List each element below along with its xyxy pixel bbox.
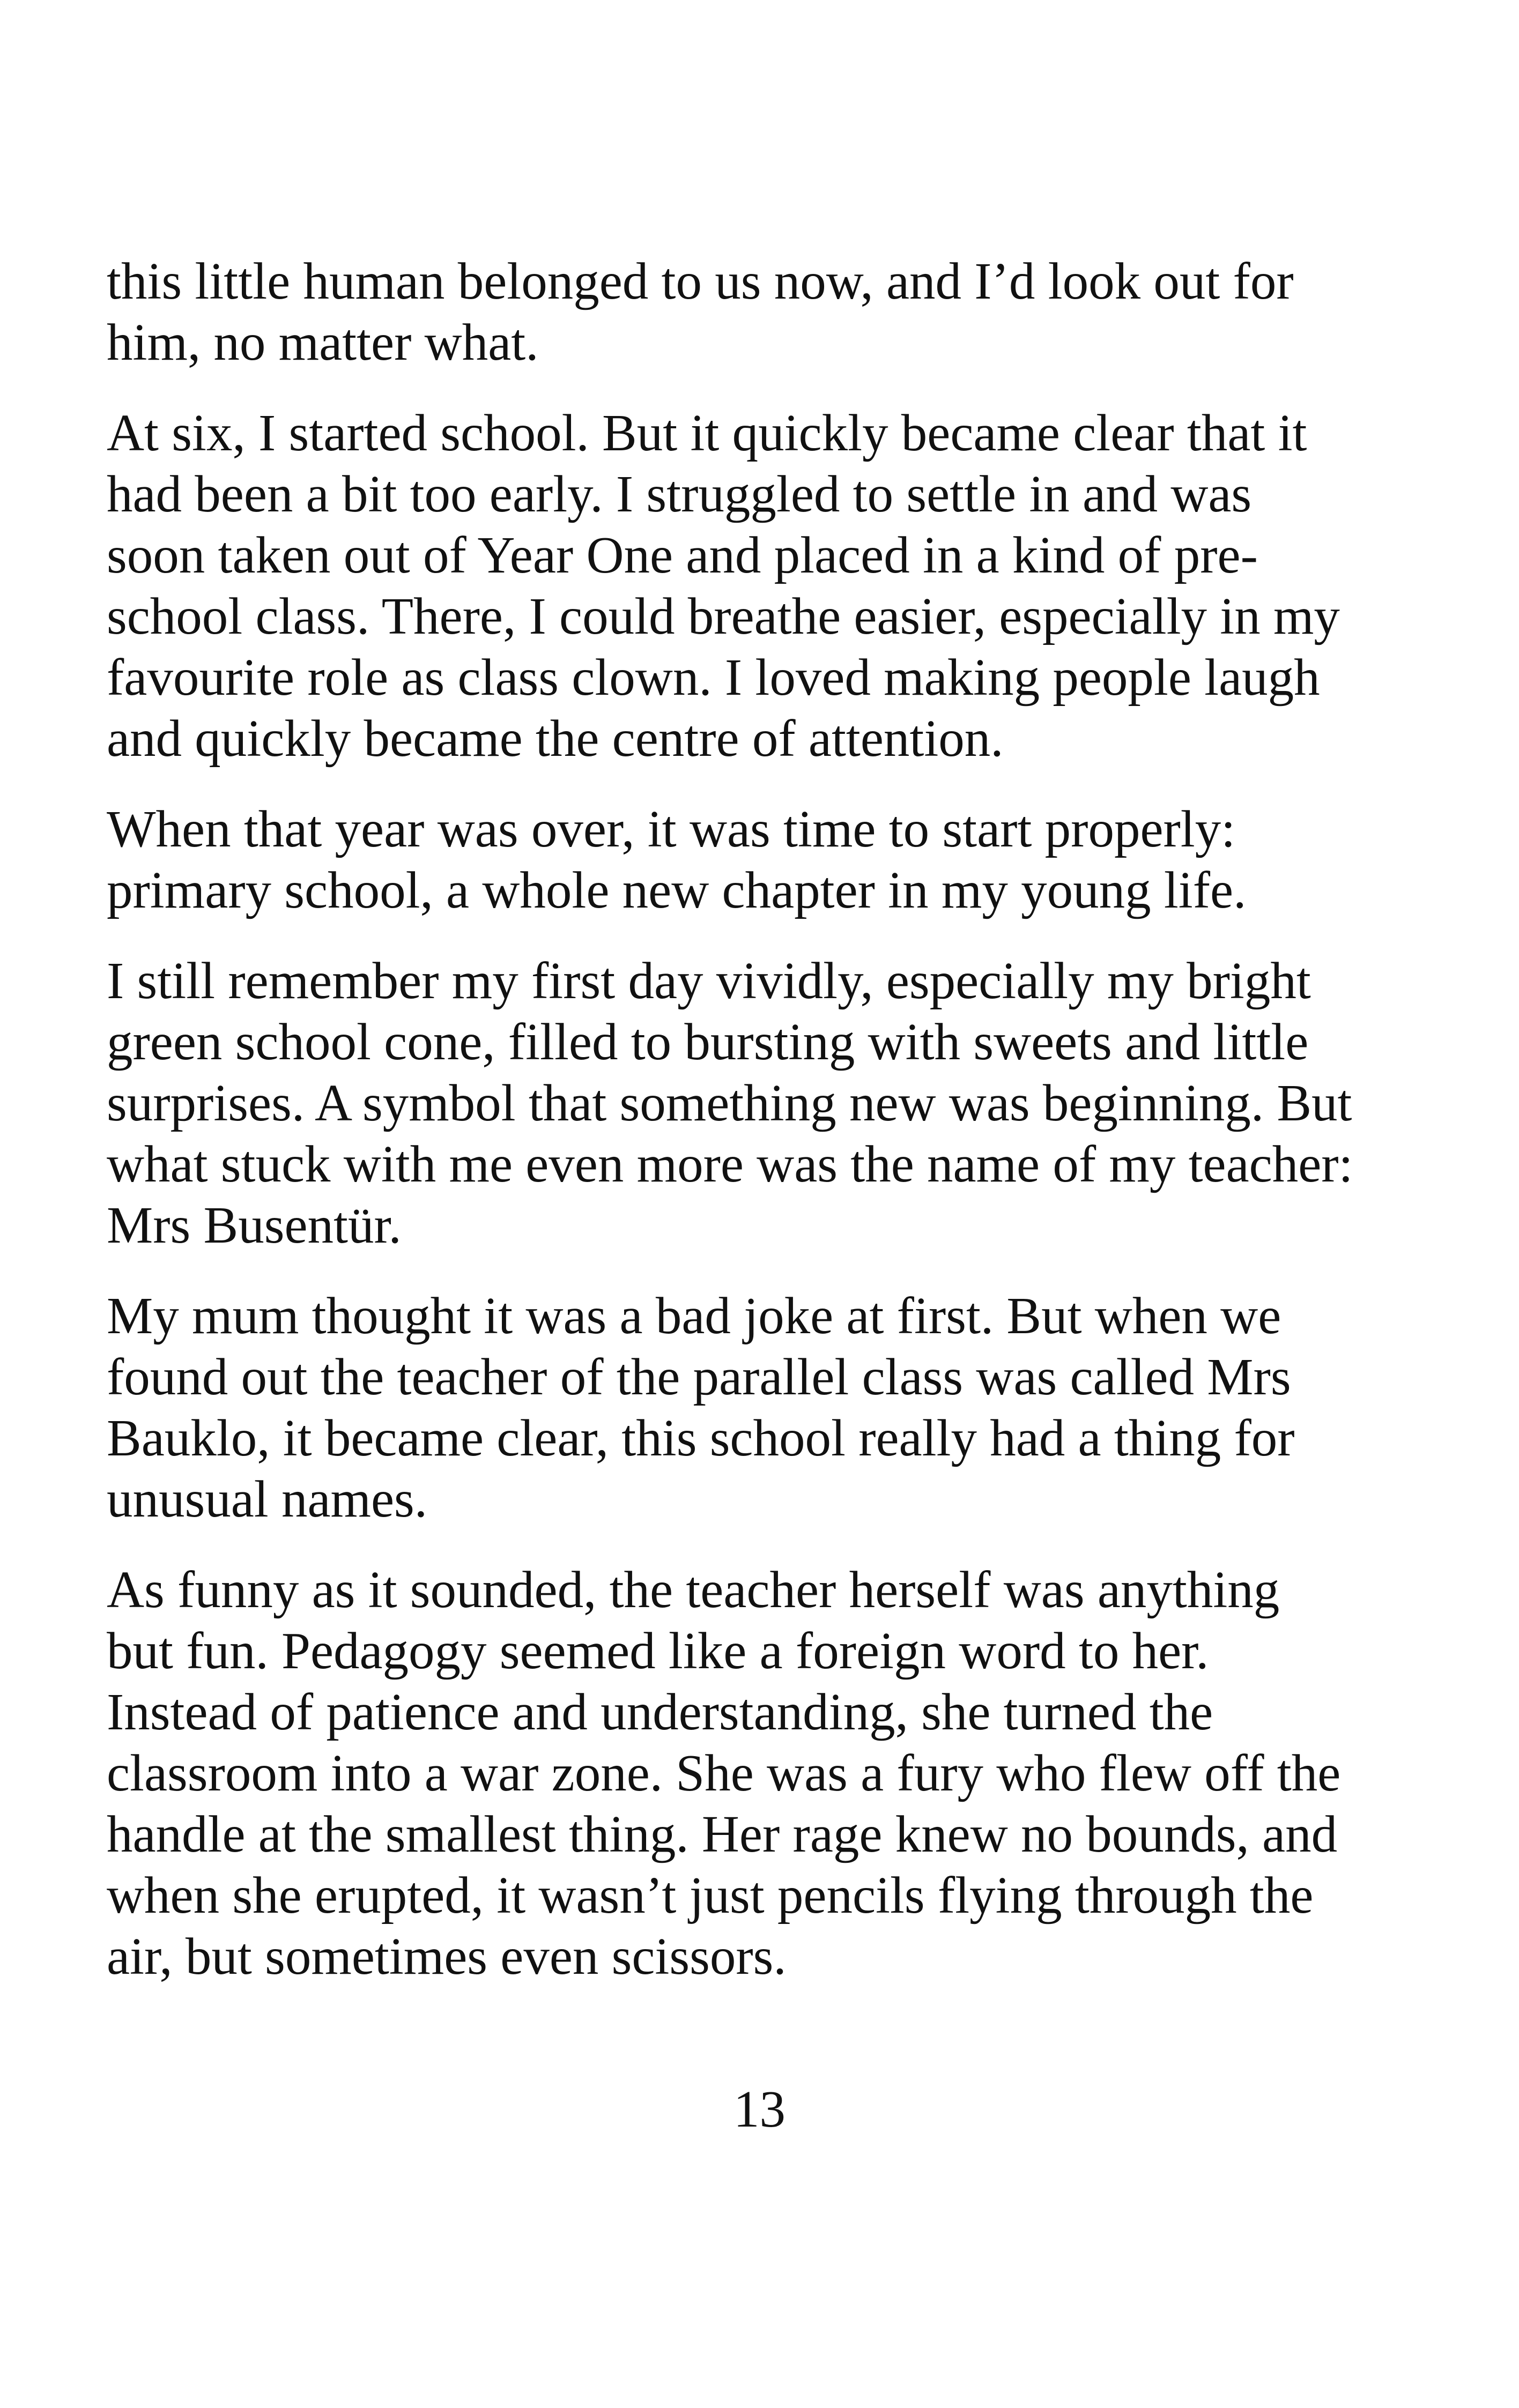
text-line: Instead of patience and understanding, she turned the	[107, 1683, 1213, 1741]
text-line: classroom into a war zone. She was a fury who flew off the	[107, 1744, 1341, 1802]
paragraph	[107, 950, 1415, 1256]
text-line: surprises. A symbol that something new was beginning. But	[107, 1074, 1352, 1132]
text-line: had been a bit too early. I struggled to settle in and was	[107, 465, 1252, 523]
text-line: At six, I started school. But it quickly became clear that it	[107, 404, 1307, 462]
body-text	[107, 251, 1415, 2017]
text-line: green school cone, filled to bursting with sweets and little	[107, 1013, 1309, 1071]
paragraph	[107, 1559, 1415, 1987]
text-line: soon taken out of Year One and placed in a kind of pre-	[107, 526, 1258, 584]
text-line: but fun. Pedagogy seemed like a foreign word to her.	[107, 1622, 1209, 1679]
text-line: found out the teacher of the parallel class was called Mrs	[107, 1348, 1291, 1406]
text-line: and quickly became the centre of attention.	[107, 710, 1004, 767]
text-line: air, but sometimes even scissors.	[107, 1928, 787, 1985]
text-line: I still remember my first day vividly, especially my bright	[107, 952, 1311, 1009]
text-line: school class. There, I could breathe easier, especially in my	[107, 588, 1340, 645]
text-line: As funny as it sounded, the teacher herself was anything	[107, 1561, 1280, 1618]
text-line: what stuck with me even more was the name of my teacher:	[107, 1135, 1353, 1193]
text-line: handle at the smallest thing. Her rage knew no bounds, and	[107, 1805, 1338, 1863]
paragraph	[107, 403, 1415, 769]
paragraph	[107, 251, 1415, 373]
text-line: favourite role as class clown. I loved making people laugh	[107, 649, 1320, 706]
text-line: primary school, a whole new chapter in my young life.	[107, 861, 1247, 919]
text-line: Bauklo, it became clear, this school really had a thing for	[107, 1409, 1295, 1467]
text-line: My mum thought it was a bad joke at first. But when we	[107, 1287, 1281, 1344]
text-line: this little human belonged to us now, and I’d look out for	[107, 252, 1294, 310]
paragraph	[107, 799, 1415, 921]
text-line: when she erupted, it wasn’t just pencils flying through the	[107, 1867, 1314, 1924]
paragraph	[107, 1285, 1415, 1530]
text-line: When that year was over, it was time to start properly:	[107, 800, 1236, 858]
text-line: unusual names.	[107, 1470, 428, 1528]
text-line: him, no matter what.	[107, 314, 539, 371]
text-line: Mrs Busentür.	[107, 1196, 402, 1254]
page-number: 13	[733, 2080, 786, 2138]
